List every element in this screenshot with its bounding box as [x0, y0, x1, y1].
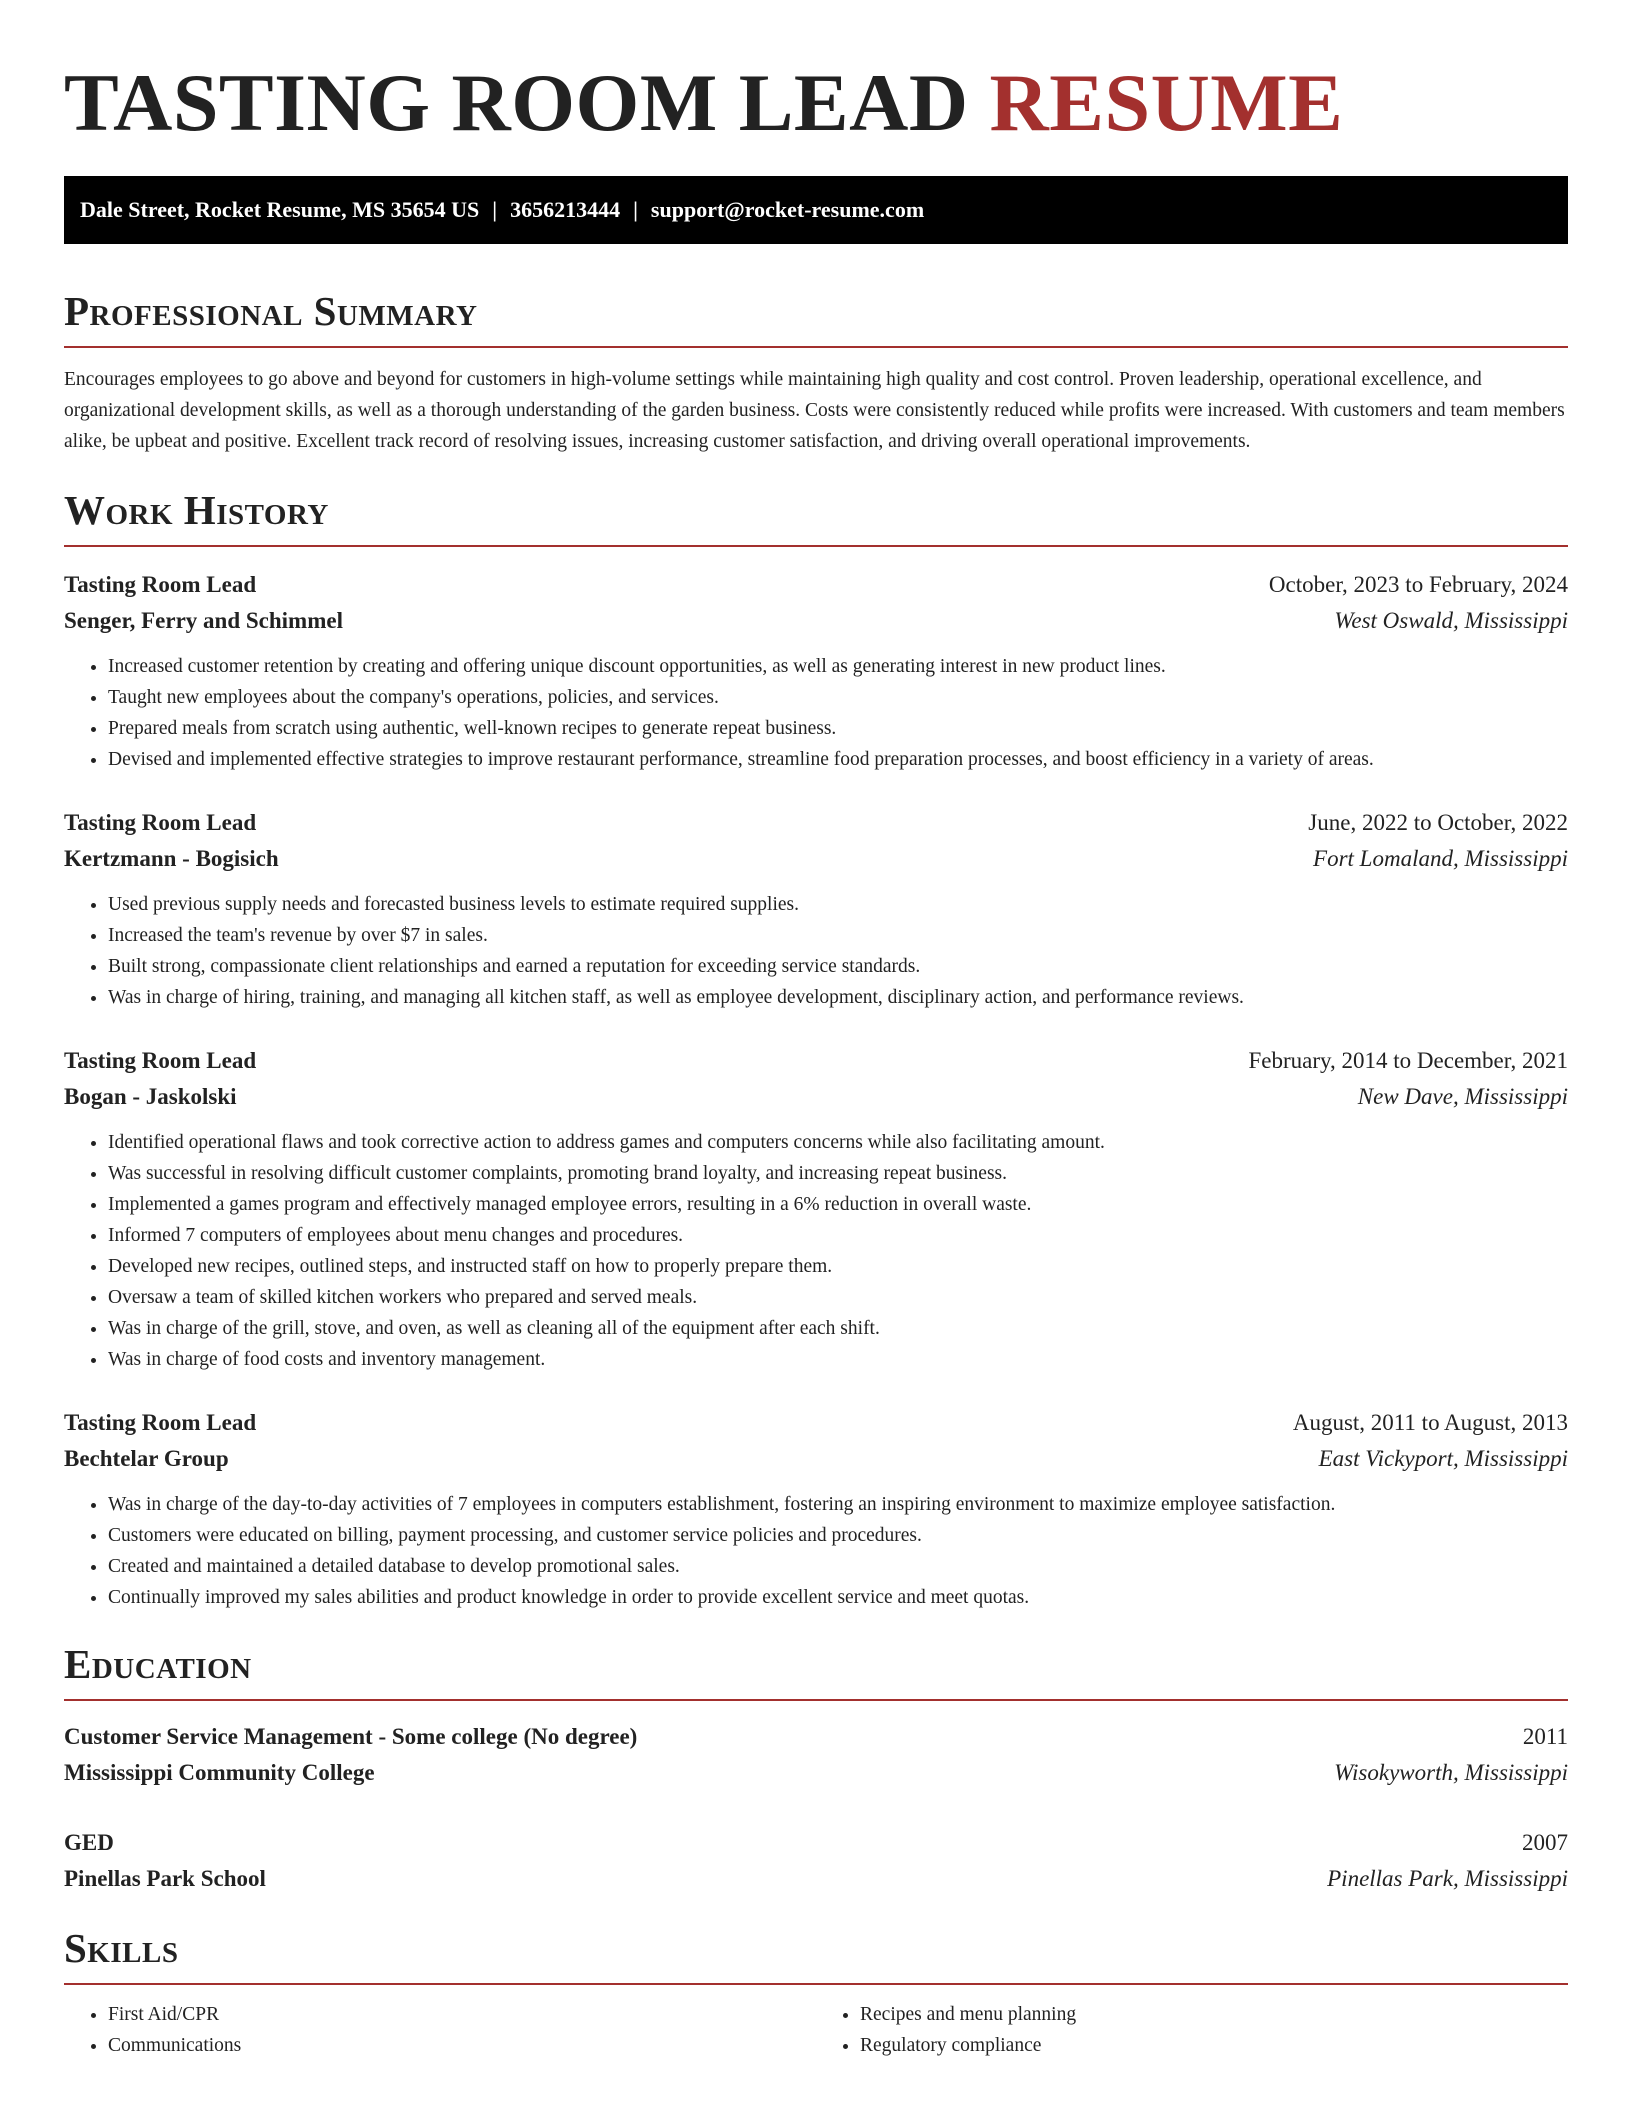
job-bullets: [64, 1489, 1568, 1613]
job-location: New Dave, Mississippi: [1357, 1084, 1568, 1109]
job-dates: June, 2022 to October, 2022: [1308, 810, 1568, 835]
job-bullet: • Was in charge of the day-to-day activities of 7 employees in computers establishment, fostering an inspiring environment to maximize employee satisfaction.: [108, 1489, 1568, 1520]
job-company: Kertzmann - Bogisich: [64, 846, 279, 871]
job-bullet: • Devised and implemented effective strategies to improve restaurant performance, streamline food preparation processes, and boost efficiency in a variety of areas.: [108, 744, 1568, 775]
skills-list: [64, 1999, 1568, 2061]
education-year: 2011: [1522, 1724, 1568, 1749]
job-company: Bogan - Jaskolski: [64, 1084, 237, 1109]
job-bullet: • Was in charge of food costs and inventory management.: [108, 1344, 1568, 1375]
summary-text: Encourages employees to go above and beyond for customers in high-volume settings while maintaining high quality and cost control. Proven leadership, operational excellence, and organizational development skills, as well as a thorough understanding of the garden business. Costs were consistently reduced while profits were increased. With customers and team members alike, be upbeat and positive. Excellent track record of resolving issues, increasing customer satisfaction, and driving overall operational improvements.: [64, 369, 1565, 452]
job-bullet: • Continually improved my sales abilities and product knowledge in order to provide excellent service and meet quotas.: [108, 1582, 1568, 1613]
skills-column-right: [816, 1999, 1568, 2061]
education-school-row: [64, 1755, 1568, 1791]
contact-bar: [64, 176, 1568, 244]
job-entry: [64, 1405, 1568, 1613]
resume-title: [64, 0, 1568, 148]
job-company-row: [64, 603, 1568, 639]
contact-email[interactable]: support@rocket-resume.com: [650, 197, 925, 222]
job-company: Bechtelar Group: [64, 1446, 229, 1471]
job-location: Fort Lomaland, Mississippi: [1313, 846, 1568, 871]
job-entry: [64, 567, 1568, 775]
job-bullet: • Created and maintained a detailed database to develop promotional sales.: [108, 1551, 1568, 1582]
title-main: TASTING ROOM LEAD: [64, 57, 969, 148]
education-degree: Customer Service Management - Some college (No degree): [64, 1724, 638, 1749]
job-dates: August, 2011 to August, 2013: [1292, 1410, 1568, 1435]
job-bullet: • Taught new employees about the company's operations, policies, and services.: [108, 682, 1568, 713]
job-title: Tasting Room Lead: [64, 1048, 257, 1073]
education-entry: [64, 1719, 1568, 1791]
job-title: Tasting Room Lead: [64, 810, 257, 835]
skills-column-left: [64, 1999, 816, 2061]
education-location: Pinellas Park, Mississippi: [1327, 1866, 1568, 1891]
work-history-heading: Work History: [64, 485, 1568, 547]
job-dates: October, 2023 to February, 2024: [1268, 572, 1568, 597]
job-bullet: • Oversaw a team of skilled kitchen workers who prepared and served meals.: [108, 1282, 1568, 1313]
summary-heading: Professional Summary: [64, 286, 1568, 348]
job-dates: February, 2014 to December, 2021: [1248, 1048, 1568, 1073]
job-company-row: [64, 841, 1568, 877]
job-bullet: • Used previous supply needs and forecasted business levels to estimate required supplies.: [108, 889, 1568, 920]
education-degree: GED: [64, 1830, 114, 1855]
job-bullets: [64, 1127, 1568, 1375]
job-bullet: • Prepared meals from scratch using authentic, well-known recipes to generate repeat business.: [108, 713, 1568, 744]
education-location: Wisokyworth, Mississippi: [1334, 1760, 1568, 1785]
job-bullet: • Developed new recipes, outlined steps, and instructed staff on how to properly prepare them.: [108, 1251, 1568, 1282]
job-bullets: [64, 651, 1568, 775]
job-header-row: [64, 1043, 1568, 1079]
education-school-row: [64, 1861, 1568, 1897]
job-bullet: • Increased the team's revenue by over $7 in sales.: [108, 920, 1568, 951]
job-bullet: • Increased customer retention by creating and offering unique discount opportunities, as well as generating interest in new product lines.: [108, 651, 1568, 682]
contact-separator: |: [633, 197, 638, 222]
skill-item: • Recipes and menu planning: [860, 1999, 1568, 2030]
job-bullet: • Was in charge of the grill, stove, and oven, as well as cleaning all of the equipment after each shift.: [108, 1313, 1568, 1344]
contact-phone: 3656213444: [510, 197, 621, 222]
job-entry: [64, 1043, 1568, 1375]
job-header-row: [64, 805, 1568, 841]
job-header-row: [64, 567, 1568, 603]
skill-item: • Communications: [108, 2030, 816, 2061]
job-location: East Vickyport, Mississippi: [1318, 1446, 1568, 1471]
education-degree-row: [64, 1719, 1568, 1755]
skills-heading: Skills: [64, 1923, 1568, 1985]
education-entry: [64, 1825, 1568, 1897]
education-degree-row: [64, 1825, 1568, 1861]
job-company-row: [64, 1441, 1568, 1477]
skill-item: • Regulatory compliance: [860, 2030, 1568, 2061]
job-bullet: • Implemented a games program and effectively managed employee errors, resulting in a 6% reduction in overall waste.: [108, 1189, 1568, 1220]
job-location: West Oswald, Mississippi: [1334, 608, 1568, 633]
job-header-row: [64, 1405, 1568, 1441]
job-bullets: [64, 889, 1568, 1013]
job-bullet: • Built strong, compassionate client relationships and earned a reputation for exceeding service standards.: [108, 951, 1568, 982]
resume-page: [64, 0, 1568, 2061]
education-school: Mississippi Community College: [64, 1760, 375, 1785]
job-title: Tasting Room Lead: [64, 1410, 257, 1435]
job-title: Tasting Room Lead: [64, 572, 257, 597]
job-bullet: • Customers were educated on billing, payment processing, and customer service policies and procedures.: [108, 1520, 1568, 1551]
contact-separator: |: [492, 197, 498, 222]
skill-item: • First Aid/CPR: [108, 1999, 816, 2030]
job-bullet: • Identified operational flaws and took corrective action to address games and computers concerns while also facilitating amount.: [108, 1127, 1568, 1158]
job-bullet: • Was successful in resolving difficult customer complaints, promoting brand loyalty, and increasing repeat business.: [108, 1158, 1568, 1189]
education-year: 2007: [1522, 1830, 1568, 1855]
job-company-row: [64, 1079, 1568, 1115]
job-bullet: • Was in charge of hiring, training, and managing all kitchen staff, as well as employee development, disciplinary action, and performance reviews.: [108, 982, 1568, 1013]
job-bullet: • Informed 7 computers of employees about menu changes and procedures.: [108, 1220, 1568, 1251]
job-company: Senger, Ferry and Schimmel: [64, 608, 343, 633]
contact-address: Dale Street, Rocket Resume, MS 35654 US: [80, 197, 480, 222]
title-accent: RESUME: [989, 57, 1344, 148]
job-entry: [64, 805, 1568, 1013]
education-heading: Education: [64, 1639, 1568, 1701]
education-school: Pinellas Park School: [64, 1866, 266, 1891]
